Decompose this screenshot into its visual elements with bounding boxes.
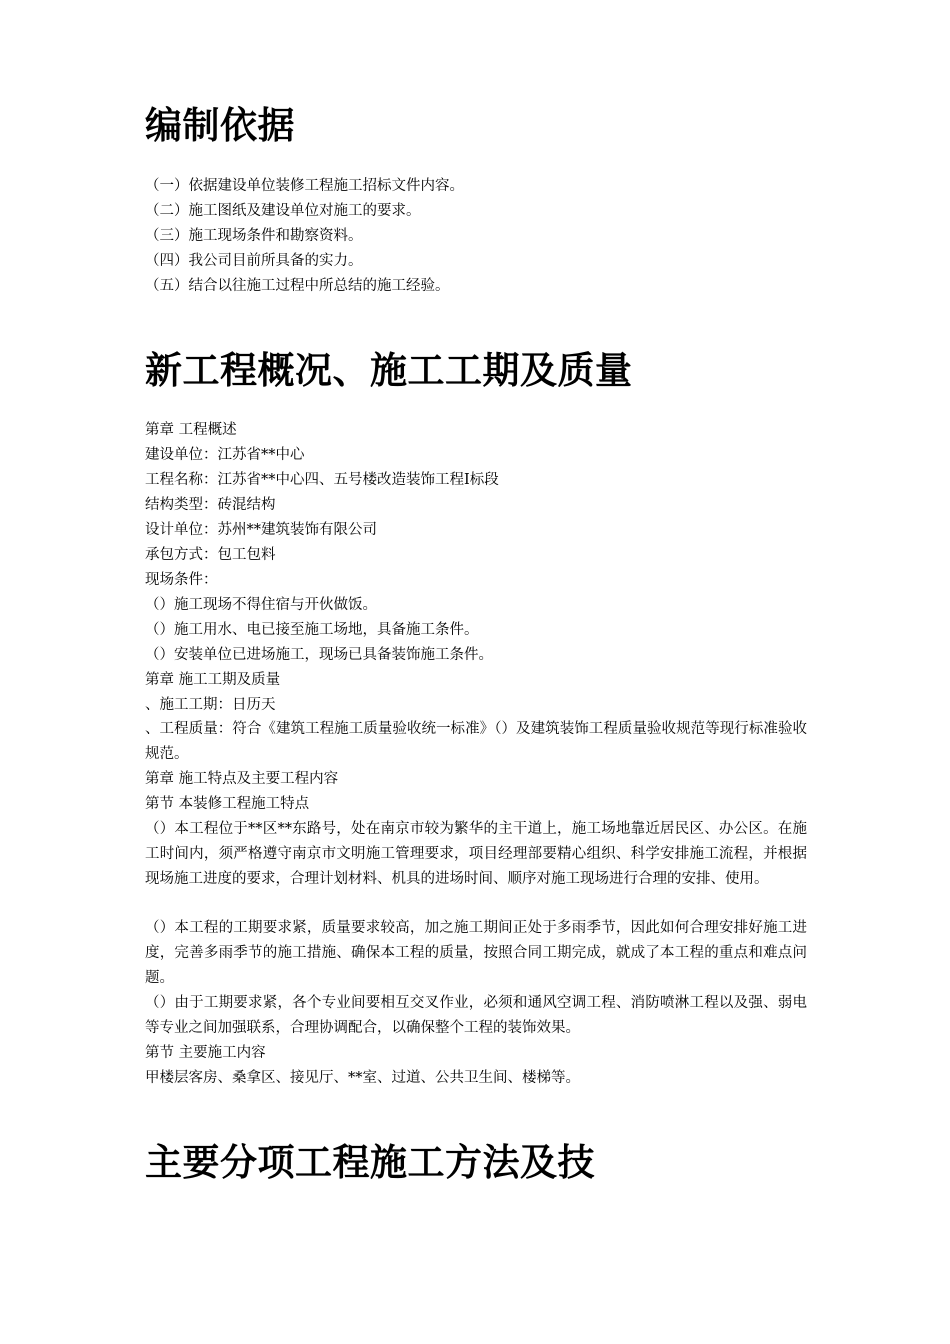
- section-heading: 主要分项工程施工方法及技: [145, 1141, 595, 1184]
- condition-item: （）施工用水、电已接至施工场地，具备施工条件。: [145, 622, 479, 638]
- basis-item: （四）我公司目前所具备的实力。: [145, 253, 363, 269]
- feature-paragraph: （）本工程位于**区**东路号，处在南京市较为繁华的主干道上，施工场地靠近居民区、办公区。在施工时间内，须严格遵守南京市文明施工管理要求，项目经理部要精心组织、科学安排施工流程，并根据现场施工进度的要求，合理计划材料、机具的进场时间、顺序对施工现场进行合理的安排、使用。: [145, 821, 807, 887]
- info-line: 、施工工期：日历天: [145, 697, 276, 713]
- feature-paragraph: （）本工程的工期要求紧，质量要求较高，加之施工期间正处于多雨季节，因此如何合理安排好施工进度，完善多雨季节的施工措施、确保本工程的质量，按照合同工期完成，就成了本工程的重点和难点问题。: [145, 920, 807, 986]
- info-line: 承包方式：包工包料: [145, 547, 276, 563]
- condition-item: （）安装单位已进场施工，现场已具备装饰施工条件。: [145, 647, 493, 663]
- chapter-title: 第章 工程概述: [145, 422, 237, 438]
- feature-paragraph: （）由于工期要求紧，各个专业间要相互交叉作业，必须和通风空调工程、消防喷淋工程以及强、弱电等专业之间加强联系，合理协调配合，以确保整个工程的装饰效果。: [145, 995, 807, 1036]
- chapter-title: 第章 施工工期及质量: [145, 672, 281, 688]
- basis-item: （二）施工图纸及建设单位对施工的要求。: [145, 203, 421, 219]
- section-heading: 新工程概况、施工工期及质量: [145, 349, 633, 392]
- chapter-title: 第章 施工特点及主要工程内容: [145, 771, 339, 787]
- section-heading: 编制依据: [145, 104, 295, 147]
- info-line: 结构类型：砖混结构: [145, 497, 276, 513]
- basis-item: （一）依据建设单位装修工程施工招标文件内容。: [145, 178, 464, 194]
- info-line: 现场条件：: [145, 572, 218, 588]
- basis-item: （五）结合以往施工过程中所总结的施工经验。: [145, 278, 450, 294]
- info-line: 设计单位：苏州**建筑装饰有限公司: [145, 522, 377, 538]
- info-line: 工程名称：江苏省**中心四、五号楼改造装饰工程Ⅰ标段: [145, 472, 499, 488]
- info-line: 建设单位：江苏省**中心: [145, 447, 305, 463]
- content-line: 甲楼层客房、桑拿区、接见厅、**室、过道、公共卫生间、楼梯等。: [145, 1070, 580, 1086]
- section-title: 第节 本装修工程施工特点: [145, 796, 310, 812]
- quality-paragraph: 、工程质量：符合《建筑工程施工质量验收统一标准》（）及建筑装饰工程质量验收规范等现行标准验收规范。: [145, 721, 807, 762]
- section-title: 第节 主要施工内容: [145, 1045, 266, 1061]
- basis-item: （三）施工现场条件和勘察资料。: [145, 228, 363, 244]
- condition-item: （）施工现场不得住宿与开伙做饭。: [145, 597, 377, 613]
